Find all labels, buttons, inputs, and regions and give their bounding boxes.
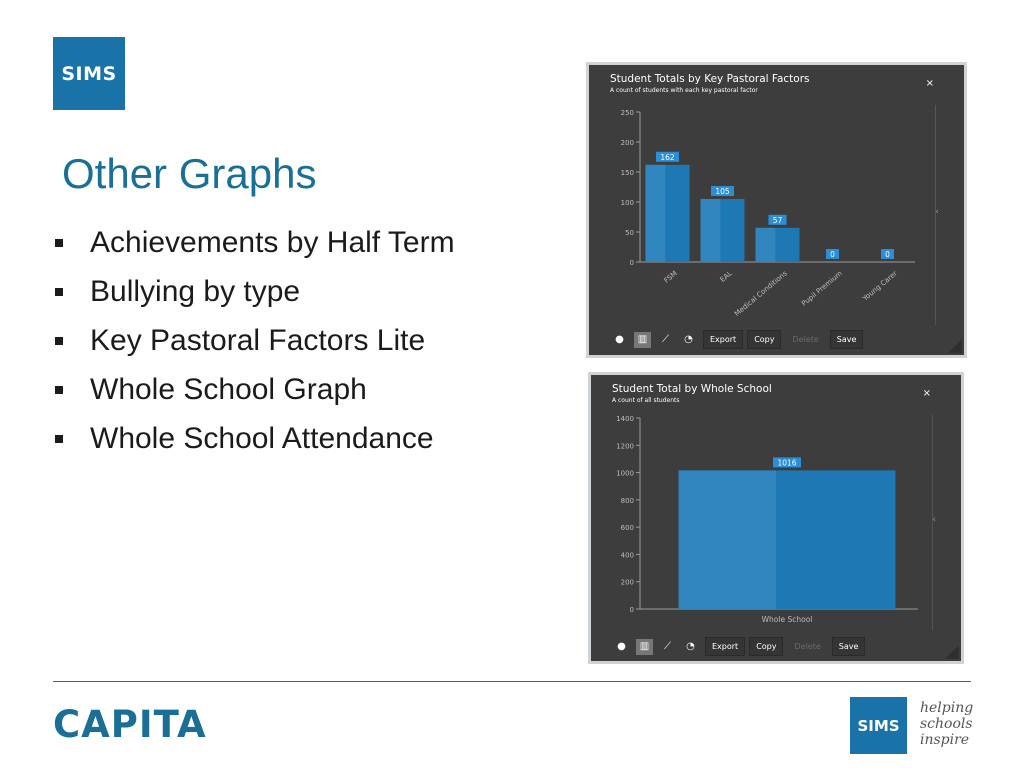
pastoral-factors-widget	[586, 62, 967, 358]
bullet-text: Whole School Graph	[90, 372, 367, 406]
export-button[interactable]: Export	[703, 330, 743, 349]
y-tick-label: 200	[620, 139, 634, 147]
x-tick-label: FSM	[662, 269, 679, 285]
bar-highlight	[646, 165, 666, 262]
delete-button[interactable]: Delete	[792, 335, 819, 344]
y-tick-label: 1400	[616, 415, 634, 423]
bullet-item	[55, 218, 455, 267]
data-label: 0	[885, 250, 890, 259]
copy-button[interactable]: Copy	[749, 637, 783, 656]
close-icon[interactable]: ×	[922, 388, 931, 399]
bar-chart-icon[interactable]: ▥	[634, 332, 651, 348]
bullet-text: Whole School Attendance	[90, 421, 434, 455]
info-icon[interactable]: ●	[615, 334, 624, 345]
data-label: 57	[772, 215, 783, 225]
x-tick-label: Whole School	[761, 615, 813, 624]
export-button[interactable]: Export	[705, 637, 745, 656]
bullet-square-icon	[55, 435, 63, 443]
resize-handle[interactable]	[945, 645, 959, 659]
chart-toolbar	[611, 330, 867, 349]
widget-subtitle: A count of all students	[612, 397, 680, 404]
chevron-left-icon[interactable]: ‹	[935, 207, 939, 217]
x-tick-label: EAL	[718, 269, 734, 284]
sims-logo: SIMS	[53, 37, 125, 110]
x-tick-label: Medical Conditions	[733, 269, 789, 319]
bullet-square-icon	[55, 386, 63, 394]
line-chart-icon[interactable]: ⟋	[662, 334, 669, 345]
bullet-square-icon	[55, 288, 63, 296]
y-tick-label: 800	[620, 496, 634, 505]
capita-logo: CAPITA	[53, 703, 207, 746]
pie-chart-icon[interactable]: ◔	[686, 641, 695, 652]
y-tick-label: 400	[620, 551, 634, 560]
data-label: 1016	[777, 458, 797, 468]
whole-school-chart	[591, 375, 961, 661]
widget-title: Student Totals by Key Pastoral Factors	[610, 73, 810, 85]
bullet-text: Bullying by type	[90, 274, 301, 308]
chevron-left-icon[interactable]: ‹	[932, 515, 936, 525]
y-tick-label: 1200	[616, 442, 634, 451]
tagline	[920, 700, 980, 748]
bullet-item	[55, 267, 455, 316]
y-tick-label: 50	[625, 229, 634, 237]
tagline-line: helping	[920, 700, 974, 716]
x-tick-label: Young Carer	[861, 269, 899, 303]
resize-handle[interactable]	[948, 339, 962, 353]
bullet-item	[55, 316, 455, 365]
bar-highlight	[679, 470, 777, 609]
delete-button[interactable]: Delete	[794, 642, 821, 651]
line-chart-icon[interactable]: ⟋	[664, 641, 671, 652]
tagline-line: inspire	[920, 732, 970, 748]
y-tick-label: 600	[620, 524, 634, 533]
bar-highlight	[756, 228, 776, 262]
footer-divider	[53, 681, 971, 682]
y-tick-label: 0	[629, 259, 634, 267]
info-icon[interactable]: ●	[617, 641, 626, 652]
pastoral-factors-chart	[589, 65, 964, 355]
y-tick-label: 0	[629, 606, 634, 614]
close-icon[interactable]: ×	[925, 78, 934, 89]
whole-school-widget	[588, 372, 964, 664]
y-tick-label: 1000	[616, 469, 634, 478]
bar-highlight	[701, 199, 721, 262]
chart-toolbar	[613, 637, 869, 656]
y-tick-label: 150	[620, 169, 634, 177]
save-button[interactable]: Save	[830, 330, 864, 349]
bullet-square-icon	[55, 337, 63, 345]
bullet-item	[55, 414, 455, 463]
bullet-list	[55, 218, 455, 463]
widget-title: Student Total by Whole School	[612, 383, 772, 395]
widget-subtitle: A count of students with each key pastoral factor	[610, 87, 758, 94]
data-label: 0	[830, 250, 835, 259]
tagline-line: schools	[920, 716, 973, 732]
y-tick-label: 100	[620, 199, 634, 207]
bar-chart-icon[interactable]: ▥	[636, 639, 653, 655]
copy-button[interactable]: Copy	[747, 330, 781, 349]
y-tick-label: 200	[620, 578, 634, 587]
save-button[interactable]: Save	[832, 637, 866, 656]
bullet-item	[55, 365, 455, 414]
pie-chart-icon[interactable]: ◔	[684, 334, 693, 345]
bullet-text: Achievements by Half Term	[90, 225, 455, 259]
x-tick-label: Pupil Premium	[800, 269, 844, 308]
data-label: 162	[660, 152, 675, 162]
data-label: 105	[715, 187, 730, 196]
bullet-text: Key Pastoral Factors Lite	[90, 323, 426, 357]
y-tick-label: 250	[620, 109, 634, 117]
sims-footer-logo: SIMS	[850, 697, 907, 754]
bullet-square-icon	[55, 239, 63, 247]
slide-title: Other Graphs	[62, 150, 317, 197]
